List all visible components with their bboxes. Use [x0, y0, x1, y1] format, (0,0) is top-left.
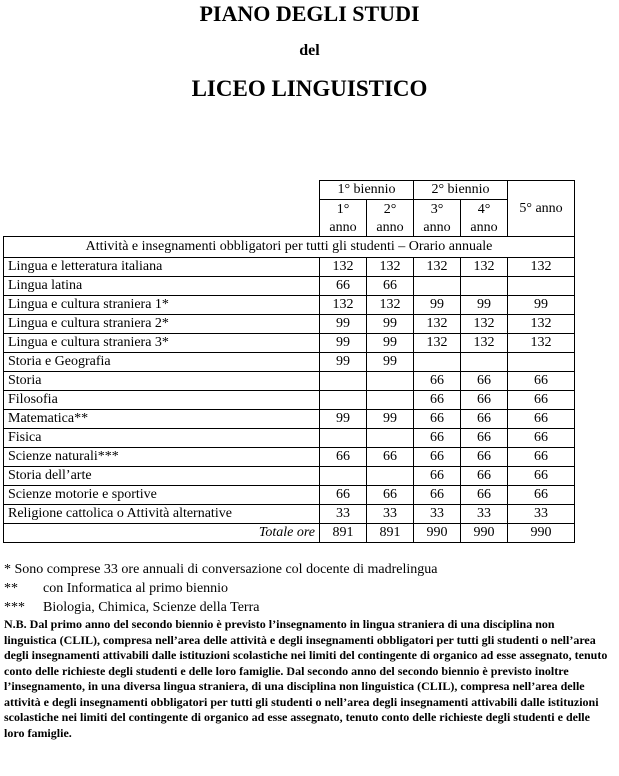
hours-cell: 132	[320, 296, 367, 315]
hours-cell: 132	[414, 315, 461, 334]
group-header-row	[4, 181, 575, 200]
footnote-mark: ***	[4, 600, 25, 615]
hours-cell: 99	[367, 334, 414, 353]
hours-cell: 99	[320, 353, 367, 372]
hours-cell: 66	[508, 410, 575, 429]
hours-cell: 132	[508, 315, 575, 334]
table-row	[4, 315, 575, 334]
hours-cell	[367, 467, 414, 486]
hours-cell: 99	[414, 296, 461, 315]
hours-cell: 132	[461, 258, 508, 277]
table-row	[4, 505, 575, 524]
year-2-number: 2°	[367, 200, 414, 219]
table-row	[4, 448, 575, 467]
section-title: Attività e insegnamenti obbligatori per tutti gli studenti – Orario annuale	[4, 237, 575, 258]
hours-cell	[320, 372, 367, 391]
subject-cell: Filosofia	[4, 391, 320, 410]
table-row	[4, 429, 575, 448]
subject-cell: Storia	[4, 372, 320, 391]
hours-cell: 99	[320, 315, 367, 334]
year-4-label: anno	[461, 218, 508, 237]
hours-cell	[320, 391, 367, 410]
hours-cell	[414, 277, 461, 296]
hours-cell: 99	[367, 410, 414, 429]
table-row	[4, 277, 575, 296]
total-hours-cell: 891	[367, 524, 414, 543]
total-row	[4, 524, 575, 543]
hours-cell: 33	[414, 505, 461, 524]
subject-cell: Scienze motorie e sportive	[4, 486, 320, 505]
section-row	[4, 237, 575, 258]
hours-cell: 66	[461, 429, 508, 448]
subject-cell: Lingua e cultura straniera 3*	[4, 334, 320, 353]
table-row	[4, 410, 575, 429]
study-plan-table	[3, 180, 575, 543]
year-3-number: 3°	[414, 200, 461, 219]
footnote-text: con Informatica al primo biennio	[43, 581, 229, 596]
hours-cell: 99	[367, 315, 414, 334]
table-row	[4, 334, 575, 353]
hours-cell: 66	[508, 448, 575, 467]
hours-cell: 99	[320, 334, 367, 353]
nb-note: N.B. Dal primo anno del secondo biennio è previsto l’insegnamento in lingua straniera di una disciplina non linguistica (CLIL), compresa nell’area delle attività e degli insegnamenti obbligatori per tutti gli studenti o nell’area degli insegnamenti attivabili dalle istituzioni scolastiche nei limiti del contingente di organico ad esse assegnato, tenuto conto delle richieste degli studenti e delle loro famiglie. Dal secondo anno del secondo biennio è previsto inoltre l’insegnamento, in una diversa lingua straniera, di una disciplina non linguistica (CLIL), compresa nell’area delle attività e degli insegnamenti obbligatori per tutti gli studenti o nell’area degli insegnamenti attivabili dalle istituzioni scolastiche nei limiti del contingente di organico ad esse assegnato, tenuto conto delle richieste degli studenti e delle loro famiglie.	[4, 617, 608, 740]
table-row	[4, 372, 575, 391]
hours-cell	[320, 467, 367, 486]
hours-cell: 66	[461, 448, 508, 467]
hours-cell: 132	[320, 258, 367, 277]
hours-cell: 132	[461, 315, 508, 334]
hours-cell: 66	[414, 391, 461, 410]
hours-cell: 132	[508, 334, 575, 353]
hours-cell: 66	[461, 410, 508, 429]
subject-cell: Storia e Geografia	[4, 353, 320, 372]
subject-cell: Lingua latina	[4, 277, 320, 296]
page-subtitle: LICEO LINGUISTICO	[191, 76, 428, 101]
hours-cell: 33	[320, 505, 367, 524]
hours-cell: 66	[508, 429, 575, 448]
hours-cell	[461, 353, 508, 372]
hours-cell: 66	[508, 372, 575, 391]
hours-cell	[414, 353, 461, 372]
hours-cell: 66	[461, 467, 508, 486]
subject-cell: Matematica**	[4, 410, 320, 429]
hours-cell: 33	[367, 505, 414, 524]
table-row	[4, 258, 575, 277]
year-2-label: anno	[367, 218, 414, 237]
hours-cell: 66	[414, 467, 461, 486]
empty-corner-cell	[4, 181, 320, 237]
footnote	[4, 560, 609, 579]
footnote-mark: **	[4, 581, 18, 596]
hours-cell: 132	[414, 334, 461, 353]
table-row	[4, 467, 575, 486]
fifth-year-header: 5° anno	[508, 181, 575, 237]
footnotes	[4, 560, 609, 617]
hours-cell: 99	[461, 296, 508, 315]
hours-cell: 99	[508, 296, 575, 315]
hours-cell: 66	[414, 448, 461, 467]
total-hours-cell: 990	[461, 524, 508, 543]
hours-cell	[367, 391, 414, 410]
table-row	[4, 486, 575, 505]
hours-cell	[461, 277, 508, 296]
total-label: Totale ore	[4, 524, 320, 543]
year-3-label: anno	[414, 218, 461, 237]
hours-cell: 66	[461, 372, 508, 391]
hours-cell: 66	[508, 391, 575, 410]
hours-cell: 132	[414, 258, 461, 277]
year-1-label: anno	[320, 218, 367, 237]
hours-cell	[508, 277, 575, 296]
hours-cell: 66	[320, 486, 367, 505]
hours-cell: 132	[367, 296, 414, 315]
hours-cell: 33	[508, 505, 575, 524]
hours-cell: 132	[367, 258, 414, 277]
footnote	[4, 579, 609, 598]
subject-cell: Lingua e cultura straniera 1*	[4, 296, 320, 315]
footnote-text: Biologia, Chimica, Scienze della Terra	[43, 600, 260, 615]
table-row	[4, 391, 575, 410]
total-hours-cell: 990	[508, 524, 575, 543]
hours-cell: 132	[461, 334, 508, 353]
hours-cell: 66	[414, 372, 461, 391]
subject-cell: Lingua e letteratura italiana	[4, 258, 320, 277]
hours-cell: 66	[320, 448, 367, 467]
table-row	[4, 296, 575, 315]
hours-cell	[320, 429, 367, 448]
hours-cell	[367, 429, 414, 448]
group-header-first-biennium: 1° biennio	[320, 181, 414, 200]
subject-cell: Lingua e cultura straniera 2*	[4, 315, 320, 334]
footnote-text: * Sono comprese 33 ore annuali di conversazione col docente di madrelingua	[4, 562, 438, 577]
hours-cell	[367, 372, 414, 391]
hours-cell: 66	[461, 486, 508, 505]
total-hours-cell: 990	[414, 524, 461, 543]
hours-cell: 66	[367, 486, 414, 505]
hours-cell: 66	[414, 429, 461, 448]
year-4-number: 4°	[461, 200, 508, 219]
hours-cell: 66	[508, 486, 575, 505]
subject-cell: Storia dell’arte	[4, 467, 320, 486]
subject-cell: Fisica	[4, 429, 320, 448]
hours-cell: 33	[461, 505, 508, 524]
hours-cell: 66	[414, 486, 461, 505]
title-connector: del	[299, 42, 320, 59]
hours-cell: 66	[508, 467, 575, 486]
hours-cell: 66	[367, 277, 414, 296]
hours-cell: 66	[320, 277, 367, 296]
hours-cell	[508, 353, 575, 372]
hours-cell: 99	[367, 353, 414, 372]
footnote	[4, 598, 609, 617]
hours-cell: 66	[461, 391, 508, 410]
hours-cell: 66	[367, 448, 414, 467]
total-hours-cell: 891	[320, 524, 367, 543]
table-row	[4, 353, 575, 372]
subject-cell: Scienze naturali***	[4, 448, 320, 467]
hours-cell: 66	[414, 410, 461, 429]
year-1-number: 1°	[320, 200, 367, 219]
page-title: PIANO DEGLI STUDI	[199, 1, 420, 26]
subject-cell: Religione cattolica o Attività alternative	[4, 505, 320, 524]
hours-cell: 132	[508, 258, 575, 277]
group-header-second-biennium: 2° biennio	[414, 181, 508, 200]
hours-cell: 99	[320, 410, 367, 429]
